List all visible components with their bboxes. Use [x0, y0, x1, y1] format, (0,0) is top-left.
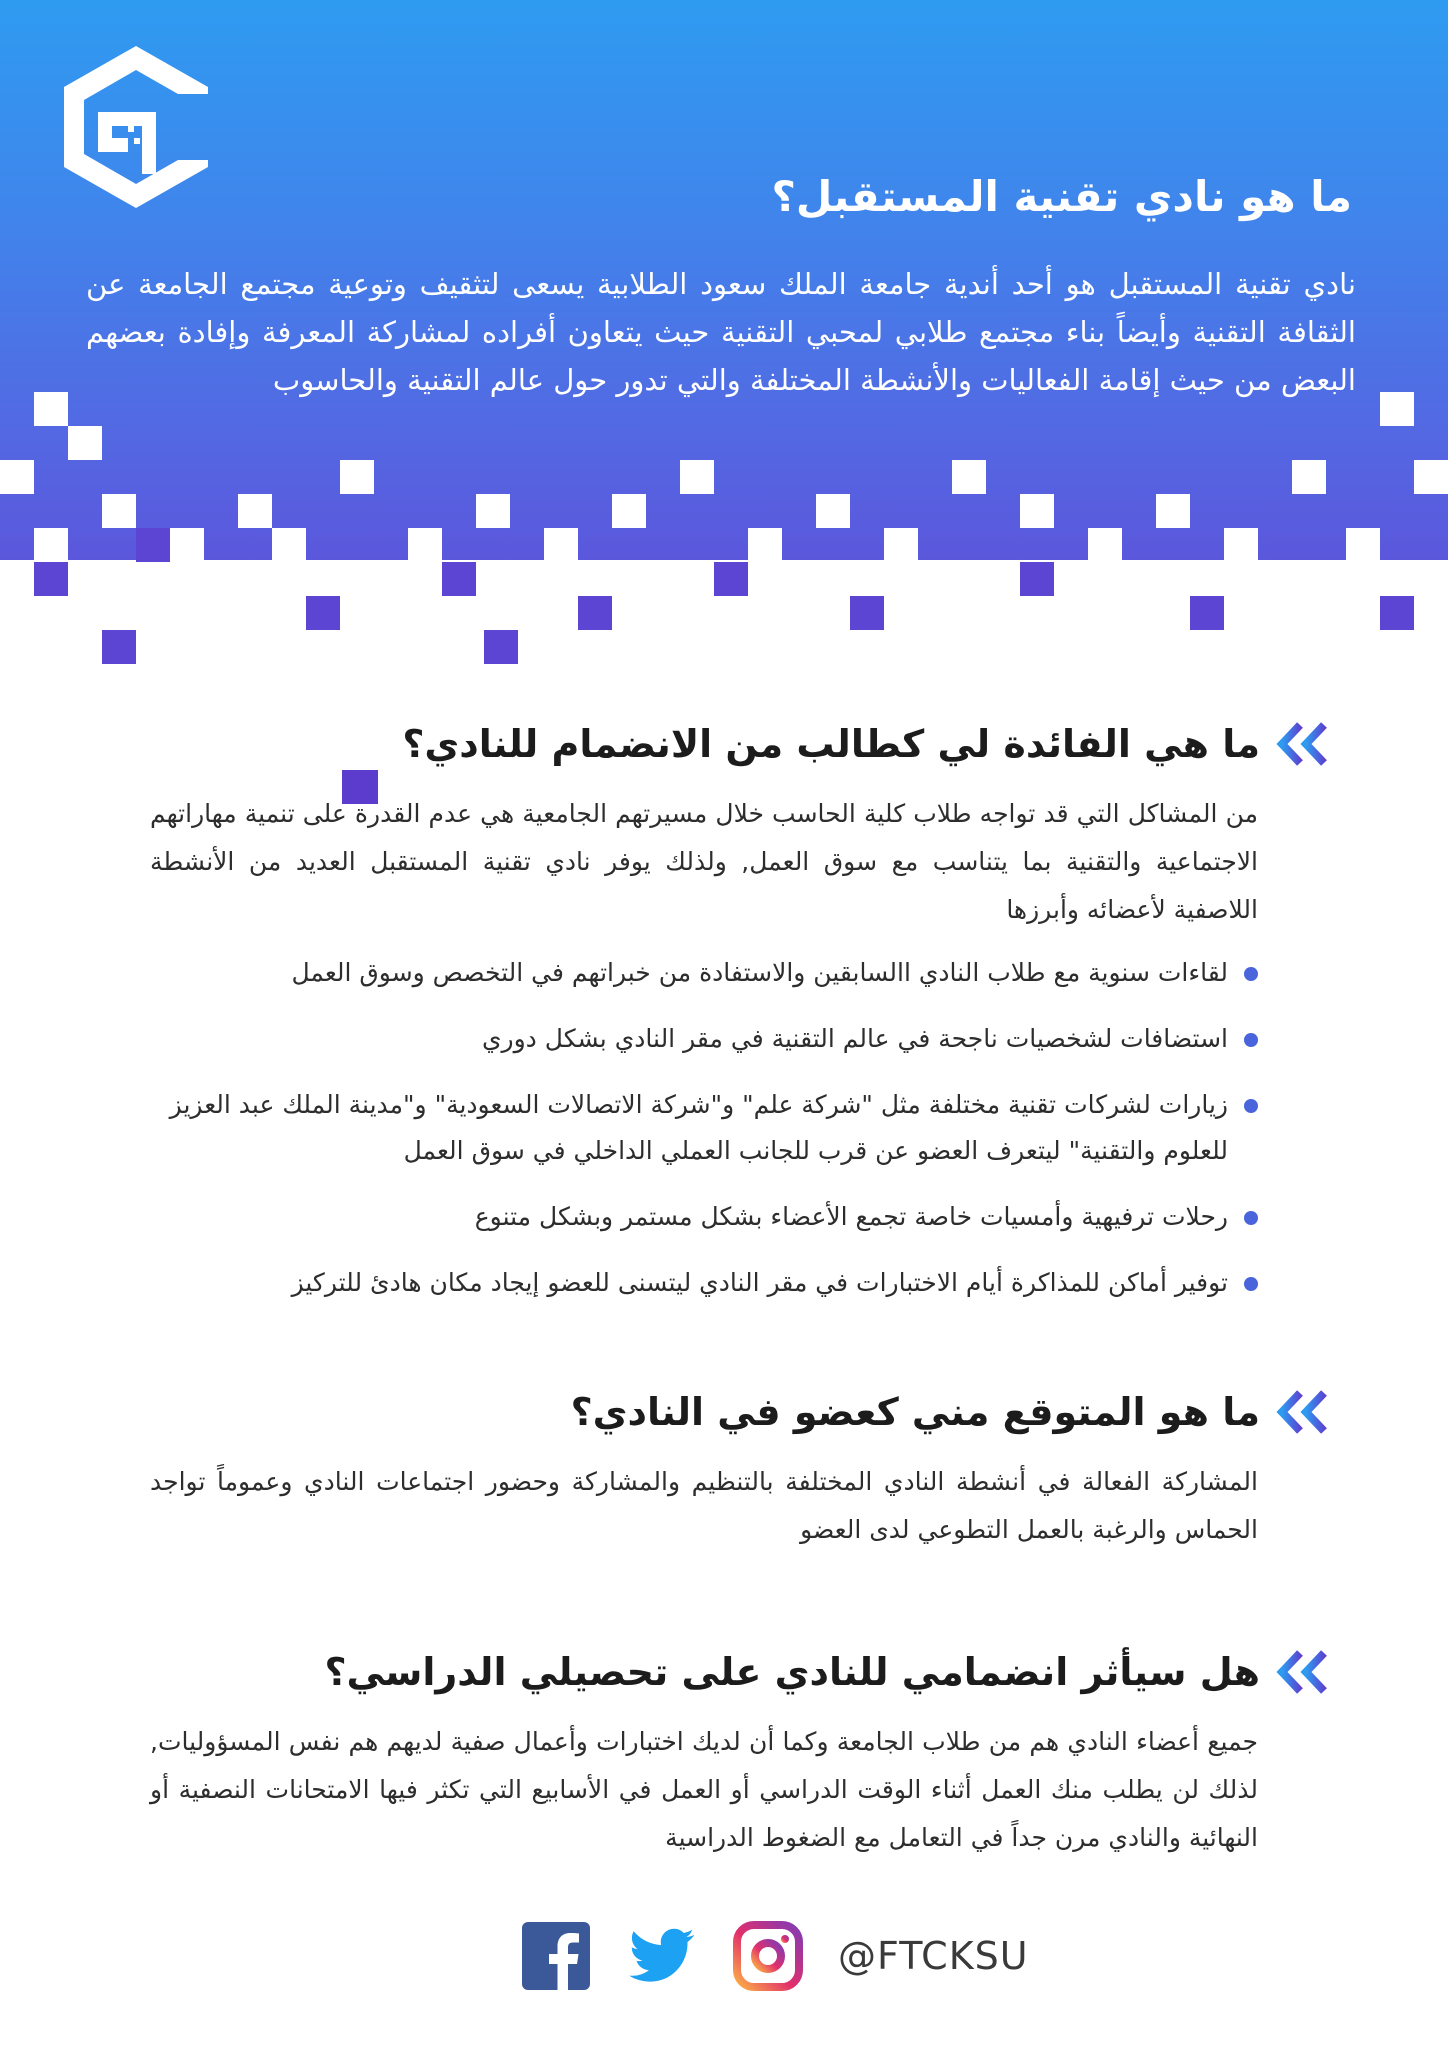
pixel-square [340, 460, 374, 494]
pixel-square [1346, 528, 1380, 562]
pixel-square [748, 528, 782, 562]
section-benefits [150, 716, 1330, 1326]
instagram-icon[interactable] [732, 1920, 804, 1992]
list-item: رحلات ترفيهية وأمسيات خاصة تجمع الأعضاء بشكل مستمر وبشكل متنوع [150, 1194, 1258, 1240]
pixel-square [0, 460, 34, 494]
pixel-square [1380, 596, 1414, 630]
pixel-square [714, 562, 748, 596]
pixel-square [442, 562, 476, 596]
pixel-square [34, 392, 68, 426]
pixel-square [102, 630, 136, 664]
pixel-square [544, 528, 578, 562]
list-item: توفير أماكن للمذاكرة أيام الاختبارات في مقر النادي ليتسنى للعضو إيجاد مكان هادئ للتركيز [150, 1260, 1258, 1306]
hero-paragraph: نادي تقنية المستقبل هو أحد أندية جامعة الملك سعود الطلابية يسعى لتثقيف وتوعية مجتمع الجامعة عن الثقافة التقنية وأيضاً بناء مجتمع طلابي لمحبي التقنية حيث يتعاون أفراده لمشاركة المعرفة وإفادة بعضهم البعض من حيث إقامة الفعاليات والأنشطة المختلفة والتي تدور حول عالم التقنية والحاسوب [86, 267, 1356, 397]
pixel-square [680, 460, 714, 494]
section-paragraph: المشاركة الفعالة في أنشطة النادي المختلفة بالتنظيم والمشاركة وحضور اجتماعات النادي وعموماً تواجد الحماس والرغبة بالعمل التطوعي لدى العضو [150, 1467, 1258, 1544]
section-paragraph: جميع أعضاء النادي هم من طلاب الجامعة وكما أن لديك اختبارات وأعمال صفية لديهم هم نفس المسؤوليات, لذلك لن يطلب منك العمل أثناء الوقت الدراسي أو العمل في الأسابيع التي تكثر فيها الامتحانات النصفية أو النهائية والنادي مرن جداً في التعامل مع الضغوط الدراسية [150, 1727, 1258, 1852]
pixel-square [952, 460, 986, 494]
pixel-square [306, 596, 340, 630]
pixel-square [850, 596, 884, 630]
pixel-square [34, 562, 68, 596]
pixel-square [484, 630, 518, 664]
section-expectations [150, 1384, 1330, 1554]
pixel-square [68, 426, 102, 460]
section-header [150, 1644, 1330, 1700]
double-chevron-icon [1274, 1649, 1330, 1695]
section-title: هل سيأثر انضمامي للنادي على تحصيلي الدراسي؟ [324, 1650, 1260, 1694]
pixel-square [1088, 528, 1122, 562]
section-title: ما هو المتوقع مني كعضو في النادي؟ [570, 1390, 1260, 1434]
pixel-square [1190, 596, 1224, 630]
pixel-square [612, 494, 646, 528]
section-header [150, 716, 1330, 772]
pixel-square [408, 528, 442, 562]
benefits-list [150, 950, 1258, 1306]
pixel-square [1292, 460, 1326, 494]
pixel-square [1224, 528, 1258, 562]
pixel-square [102, 494, 136, 528]
double-chevron-icon [1274, 1389, 1330, 1435]
pixel-square [1020, 562, 1054, 596]
pixel-square [272, 528, 306, 562]
pixel-square [1414, 460, 1448, 494]
pixel-square [816, 494, 850, 528]
hero-title: ما هو نادي تقنية المستقبل؟ [771, 172, 1352, 221]
list-item: زيارات لشركات تقنية مختلفة مثل "شركة علم" و"شركة الاتصالات السعودية" و"مدينة الملك عبد العزيز للعلوم والتقنية" ليتعرف العضو عن قرب للجانب العملي الداخلي في سوق العمل [150, 1082, 1258, 1174]
pixel-square [1020, 494, 1054, 528]
social-handle: @FTCKSU [838, 1934, 1029, 1978]
pixel-square [1156, 494, 1190, 528]
pixel-square [1380, 392, 1414, 426]
section-academic-impact [150, 1644, 1330, 1862]
pixel-square [578, 596, 612, 630]
pixel-square [136, 528, 170, 562]
pixel-square [476, 494, 510, 528]
pixel-square [170, 528, 204, 562]
pixel-square [238, 494, 272, 528]
social-footer [520, 1920, 1029, 1992]
club-logo [58, 42, 214, 212]
list-item: لقاءات سنوية مع طلاب النادي االسابقين والاستفادة من خبراتهم في التخصص وسوق العمل [150, 950, 1258, 996]
pixel-square [34, 528, 68, 562]
pixel-square [884, 528, 918, 562]
facebook-icon[interactable] [520, 1920, 592, 1992]
list-item: استضافات لشخصيات ناجحة في عالم التقنية في مقر النادي بشكل دوري [150, 1016, 1258, 1062]
twitter-icon[interactable] [626, 1920, 698, 1992]
section-paragraph: من المشاكل التي قد تواجه طلاب كلية الحاسب خلال مسيرتهم الجامعية هي عدم القدرة على تنمية مهاراتهم الاجتماعية والتقنية بما يتناسب مع سوق العمل, ولذلك يوفر نادي تقنية المستقبل العديد من الأنشطة اللاصفية لأعضائه وأبرزها [150, 799, 1258, 924]
double-chevron-icon [1274, 721, 1330, 767]
section-title: ما هي الفائدة لي كطالب من الانضمام للنادي؟ [402, 722, 1260, 766]
section-header [150, 1384, 1330, 1440]
